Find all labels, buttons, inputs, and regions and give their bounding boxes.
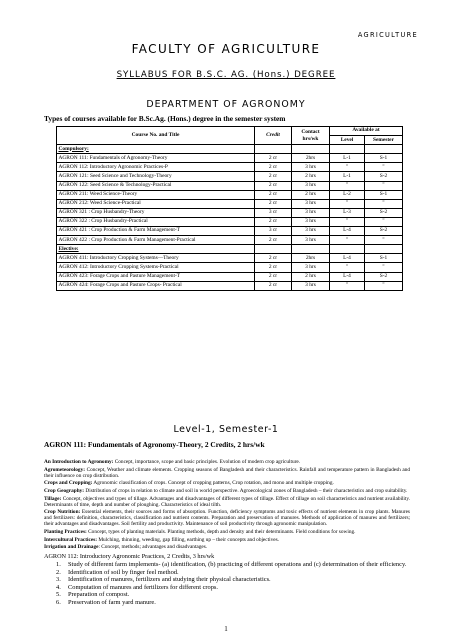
list-item xyxy=(44,584,410,592)
header-course: Course No. and Title xyxy=(57,127,255,145)
cell-credit: 2 cr xyxy=(255,181,292,190)
cell-course: AGRON 412: Introductory Cropping Systems-Practical xyxy=(57,263,255,272)
topic-label: Tillage: xyxy=(44,495,62,502)
topic-label: Irrigation and Drainage xyxy=(44,544,99,551)
topic-label: Crop Geography: xyxy=(44,487,85,494)
item-number: 1. xyxy=(56,561,61,568)
section-tag: AGRICULTURE xyxy=(357,31,418,39)
cell-course: AGRON 212: Weed Science-Practical xyxy=(57,199,255,208)
cell-semester: " xyxy=(365,263,403,272)
cell-credit: 2 cr xyxy=(255,154,292,163)
cell-course: AGRON 211: Weed Science-Theory xyxy=(57,190,255,199)
table-row xyxy=(57,227,403,236)
item-text: Preparation of compost. xyxy=(68,591,130,599)
topic-paragraph xyxy=(44,544,410,550)
agron111-heading: AGRON 111: Fundamentals of Agronomy-Theory, 2 Credits, 2 hrs/wk xyxy=(44,440,265,449)
cell-level: L-4 xyxy=(330,272,365,281)
table-row xyxy=(57,154,403,163)
topic-text: : Concept, methods; advantages and disadvantages. xyxy=(98,544,208,551)
item-text: Preservation of farm yard manure. xyxy=(68,598,156,606)
table-row xyxy=(57,217,403,226)
page-number: 1 xyxy=(224,625,228,633)
item-text: Computation of manures and fertilizers for different crops. xyxy=(68,583,219,591)
cell-contact: 2 hrs xyxy=(292,172,330,181)
courses-table xyxy=(56,126,403,291)
faculty-title: FACULTY OF AGRICULTURE xyxy=(131,42,321,56)
item-text: Identification of manures, fertilizers and studying their physical characteristics. xyxy=(68,576,271,584)
topic-paragraph xyxy=(44,509,410,527)
topic-text: Agronomic classification of crops. Concept of cropping patterns, Crop rotation, and mono and multiple cropping. xyxy=(92,480,334,487)
topic-text: Concept, types of planting materials. Planting methods, depth and density and their determinants. Field conditions for sowing. xyxy=(86,529,356,536)
cell-contact: 2hrs xyxy=(292,154,330,163)
cell-semester: " xyxy=(365,217,403,226)
department-title: DEPARTMENT OF AGRONOMY xyxy=(146,99,306,110)
cell-course: AGRON 321 : Crop Husbandry-Theory xyxy=(57,208,255,217)
cell-contact: 2 hrs xyxy=(292,190,330,199)
cell-level: L-2 xyxy=(330,190,365,199)
agron111-content xyxy=(44,459,410,552)
cell-level: L-3 xyxy=(330,208,365,217)
cell-contact: 2hrs xyxy=(292,254,330,263)
cell-contact: 3 hrs xyxy=(292,217,330,226)
topic-paragraph xyxy=(44,480,410,486)
list-item xyxy=(44,599,410,607)
cell-semester: " xyxy=(365,163,403,172)
topic-label: Planting Practices: xyxy=(44,529,87,536)
cell-credit: 3 cr xyxy=(255,208,292,217)
topic-text: Concept, Weather and climate elements. Cropping seasons of Bangladesh and their characteristics. Rainfall and temperature pattern in Bangladesh and their influence on crop distribution. xyxy=(44,466,410,479)
cell-credit: 2 cr xyxy=(255,163,292,172)
item-text: Study of different farm implements- (a) identification, (b) practicing of different operations and (c) determination of their efficiency. xyxy=(68,561,407,568)
cell-semester: " xyxy=(365,181,403,190)
cell-course: AGRON 111: Fundamentals of Agronomy-Theory xyxy=(57,154,255,163)
cell-course: AGRON 421 : Crop Production & Farm Management-T xyxy=(57,227,255,236)
item-number: 4. xyxy=(56,583,61,591)
table-row xyxy=(57,263,403,272)
list-item xyxy=(44,561,410,569)
cell-credit: 3 cr xyxy=(255,227,292,236)
cell-level: L-4 xyxy=(330,254,365,263)
topic-text: Mulching, thinning, weeding, gap filling, earthing up – their concepts and objectives. xyxy=(97,536,279,543)
cell-level: " xyxy=(330,181,365,190)
cell-course: AGRON 112: Introductory Agronomic Practices-P xyxy=(57,163,255,172)
cell-semester: S-2 xyxy=(365,272,403,281)
cell-credit: 2 cr xyxy=(255,217,292,226)
header-contact: Contact hrs/wk xyxy=(292,127,330,145)
item-number: 5. xyxy=(56,591,61,599)
table-row xyxy=(57,254,403,263)
cell-level: " xyxy=(330,163,365,172)
header-credit: Credit xyxy=(255,127,292,145)
cell-semester: " xyxy=(365,281,403,290)
table-row xyxy=(57,272,403,281)
topic-text: Essential elements, their sources and forms of absorption. Function, deficiency symptoms and toxic effects of nutrient elements in crop plants. Manures and fertilizers: definition, characteristics, classification and nutrient contents. Preparation and preservation of manures. Methods of application of manures and fertilizers; their advantages and disadvantages. Soil fertility and productivity. Maintenance of soil productivity through agronomic manipulation. xyxy=(44,509,410,528)
topic-label: Agrometeorology: xyxy=(44,466,85,473)
table-row xyxy=(57,199,403,208)
cell-course: AGRON 122: Seed Science & Technology-Practical xyxy=(57,181,255,190)
table-row xyxy=(57,281,403,290)
list-item xyxy=(44,576,410,584)
cell-level: L-1 xyxy=(330,154,365,163)
cell-credit: 2 cr xyxy=(255,272,292,281)
cell-credit: 2 cr xyxy=(255,254,292,263)
cell-level: " xyxy=(330,281,365,290)
practice-list xyxy=(44,561,410,607)
cell-semester: S-2 xyxy=(365,172,403,181)
cell-semester: S-2 xyxy=(365,208,403,217)
topic-paragraph xyxy=(44,459,410,465)
group-compulsory: Compulsory: xyxy=(57,145,255,154)
table-row xyxy=(57,190,403,199)
item-number: 2. xyxy=(56,568,61,576)
syllabus-title: SYLLABUS FOR B.S.C. AG. (Hons.) DEGREE xyxy=(116,70,336,80)
cell-semester: S-2 xyxy=(365,227,403,236)
cell-contact: 2 hrs xyxy=(292,272,330,281)
topic-paragraph xyxy=(44,529,410,535)
cell-course: AGRON 121: Seed Science and Technology-Theory xyxy=(57,172,255,181)
group-elective: Elective: xyxy=(57,245,255,254)
topic-text: Distribution of crops in relation to climate and soil in world perspective. Agroecological zones of Bangladesh – their characteristics and crop suitability. xyxy=(84,487,408,494)
table-row xyxy=(57,208,403,217)
header-available: Available at xyxy=(330,127,403,136)
topic-paragraph xyxy=(44,496,410,508)
topic-paragraph xyxy=(44,537,410,543)
cell-contact: 3 hrs xyxy=(292,163,330,172)
types-heading: Types of courses available for B.Sc.Ag. (Hons.) degree in the semester system xyxy=(44,114,286,123)
cell-course: AGRON 322 : Crop Husbandry-Practical xyxy=(57,217,255,226)
cell-level: " xyxy=(330,217,365,226)
cell-credit: 2 cr xyxy=(255,263,292,272)
topic-label: Intercultural Practices: xyxy=(44,536,97,543)
cell-contact: 3 hrs xyxy=(292,227,330,236)
cell-level: " xyxy=(330,236,365,245)
cell-contact: 3 hrs xyxy=(292,263,330,272)
cell-semester: S-1 xyxy=(365,254,403,263)
topic-text: Concept, objectives and types of tillage. Advantages and disadvantages of different types of tillage. Effect of tillage on soil characteristics and nutrient availability. Determinants of time, depth and number of ploughing. Characteristics of ideal tilth. xyxy=(44,495,410,508)
topic-paragraph xyxy=(44,488,410,494)
cell-level: " xyxy=(330,199,365,208)
topic-label: An Introduction to Agronomy: xyxy=(44,459,114,465)
cell-level: L-4 xyxy=(330,227,365,236)
cell-semester: " xyxy=(365,236,403,245)
topic-paragraph xyxy=(44,467,410,479)
cell-credit: 2 cr xyxy=(255,190,292,199)
cell-course: AGRON 424: Forage Crops and Pasture Crops- Practical xyxy=(57,281,255,290)
cell-semester: " xyxy=(365,199,403,208)
table-row xyxy=(57,172,403,181)
cell-semester: S-1 xyxy=(365,190,403,199)
topic-text: Concept, importance, scope and basic principles. Evolution of modern crop agriculture. xyxy=(113,459,301,465)
cell-credit: 2 cr xyxy=(255,281,292,290)
cell-credit: 2 cr xyxy=(255,199,292,208)
cell-credit: 2 cr xyxy=(255,236,292,245)
item-number: 3. xyxy=(56,576,61,584)
table-row xyxy=(57,163,403,172)
cell-level: L-1 xyxy=(330,172,365,181)
cell-course: AGRON 423: Forage Crops and Pasture Management-T xyxy=(57,272,255,281)
cell-course: AGRON 411: Introductory Cropping Systems—Theory xyxy=(57,254,255,263)
header-level: Level xyxy=(330,136,365,145)
table-row xyxy=(57,181,403,190)
cell-credit: 2 cr xyxy=(255,172,292,181)
cell-contact: 3 hrs xyxy=(292,181,330,190)
agron112-heading: AGRON 112: Introductory Agronomic Practices, 2 Credits, 3 hrs/wk xyxy=(44,553,215,560)
topic-label: Crop Nutrition: xyxy=(44,509,81,516)
cell-contact: 3 hrs xyxy=(292,281,330,290)
header-semester: Semester xyxy=(365,136,403,145)
cell-contact: 3 hrs xyxy=(292,199,330,208)
item-number: 6. xyxy=(56,598,61,606)
list-item xyxy=(44,569,410,577)
list-item xyxy=(44,591,410,599)
topic-label: Crops and Cropping: xyxy=(44,480,93,487)
cell-contact: 3 hrs xyxy=(292,236,330,245)
level-heading: Level-1, Semester-1 xyxy=(173,424,279,435)
cell-semester: S-1 xyxy=(365,154,403,163)
item-text: Identification of soil by finger feel method. xyxy=(68,568,179,576)
cell-level: " xyxy=(330,263,365,272)
table-row xyxy=(57,236,403,245)
cell-course: AGRON 422 : Crop Production & Farm Management-Practical xyxy=(57,236,255,245)
cell-contact: 3 hrs xyxy=(292,208,330,217)
